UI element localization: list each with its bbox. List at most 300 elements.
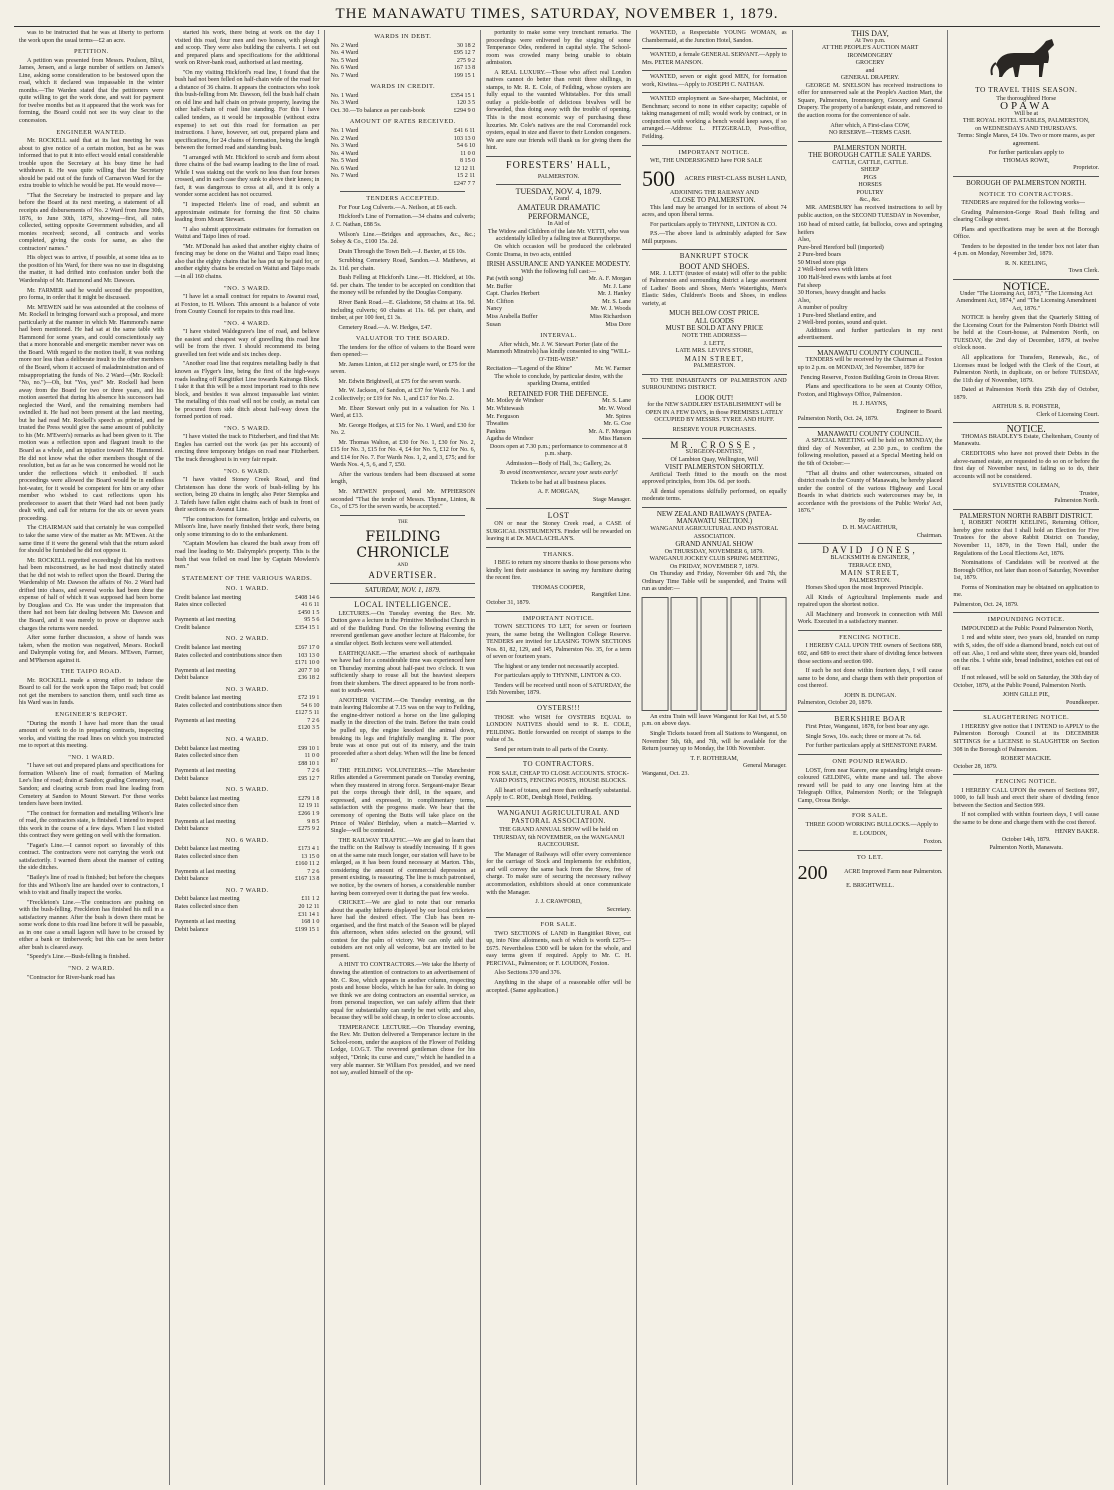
- baker-place: Palmerston North, Manawatu.: [989, 844, 1063, 851]
- timetable-col: [701, 597, 728, 711]
- paper-name: FEILDING CHRONICLE: [356, 529, 450, 562]
- town-sections-text: TOWN SECTIONS TO LET, for seven or fourteen years, the same being the Wellington College Reserve. TENDERS are invited for LEASING TOWN SECTIONS Nos. 81, 82, 129, and 145, Palmerston No. 35, for a term of seven or fourteen years.: [486, 624, 631, 661]
- ward-row: [175, 854, 320, 862]
- table-row: [330, 151, 475, 159]
- article-paragraph: Mr. Thomas Walton, at £30 for No. 1, £30 for No. 2, £15 for No. 3, £15 for No. 4, £4 for No. 5, £12 for No. 6, and £14 for No. 7. For Wards Nos. 1, 2, and 3, £75; and for Wards Nos. 4, 5, 6, and 7, £50.: [330, 439, 476, 469]
- and-text: and: [865, 67, 875, 74]
- cast-row: [486, 291, 631, 299]
- ward-row-amount: 9 8 5: [307, 818, 320, 825]
- row-label: No. 1 Ward: [330, 92, 359, 99]
- divider: [953, 612, 1099, 613]
- divider: [953, 774, 1099, 775]
- ward-row: [175, 610, 320, 618]
- section-heading: "NO. 4 WARD.: [224, 319, 271, 327]
- bankrupt-heading: BANKRUPT STOCK: [679, 252, 749, 261]
- keeling-name: R. N. KEELING,: [1004, 260, 1048, 267]
- table-row: [330, 158, 475, 166]
- mcc-plans: Plans and specifications to be seen at County Office, Foxton, and Highways Office, Palmerston.: [797, 384, 943, 398]
- ward-row-label: Debit balance: [174, 826, 209, 833]
- main-street: MAIN STREET,: [840, 569, 900, 578]
- in-aid-label: In Aid of: [547, 221, 570, 228]
- contractors-text: FOR SALE, CHEAP TO CLOSE ACCOUNTS. STOCK-YARD POSTS, FENCING POSTS, HOUSE BLOCKS.: [488, 770, 629, 785]
- fencing-text: I HEREBY CALL UPON THE owners of Sections 688, 692, and 689 to erect their share of dividing fence between those sections and section 690.: [797, 643, 943, 665]
- article-paragraph: "I have visited Waldegrave's line of road, and believe the easiest and cheapest way of gravelling this road line will be from the river. I should recommend its being gravelled ten feet wide and six inches deep.: [174, 329, 320, 358]
- impounding-heading: IMPOUNDING NOTICE.: [987, 616, 1065, 624]
- at-two: At Two p.m.: [854, 37, 886, 44]
- ward-row: [175, 869, 320, 877]
- cast-role: Susan: [486, 321, 501, 328]
- cast-role: Agatha de Windsor: [486, 436, 534, 443]
- resolution: "That all drains and other watercourses, situated on district roads in the County of Manawatu, be hereby placed under the control of the various Highway and Local Boards in what districts such watercourses may be, in accordance with the provisions of the Public Works' Act, 1876.": [797, 470, 943, 515]
- article-paragraph: THE FEILDING VOLUNTEERS.—The Manchester Rifles attended a Government parade on Tuesday evening, when they mustered in strong force. Sergeant-major Bezar put the corps through their drill, in the square, and expressed, and expressed, in complimentary terms, satisfaction with the progress made. We hear that the ceremony of opening the Butts will take place on the Prince of Wales' Birthday, when a match—Married v. Single—will be contested.: [330, 767, 476, 835]
- fencing-heading: FENCING NOTICE.: [839, 633, 901, 641]
- forster-name: ARTHUR S. R. FORSTER,: [992, 404, 1061, 411]
- wards-in-credit-table: [330, 93, 475, 108]
- divider: [798, 543, 943, 544]
- row-value: 15 2 11: [457, 173, 476, 180]
- row-value: 199 15 1: [453, 72, 476, 79]
- oysters-heading: OYSTERS!!!: [537, 704, 581, 713]
- haynes-name: H. J. HAYNS,: [852, 401, 888, 408]
- article-paragraph: started his work, there being at work on the day I visited this road, four men and two horses, with plough and scoop. They were also building the culverts. I set out and prepared plans and specifications for the additional work on River-bank road, authorised at last meeting.: [174, 30, 320, 67]
- divider: [953, 710, 1099, 711]
- further-text: For further particulars apply to: [988, 150, 1064, 157]
- article-paragraph: A HINT TO CONTRACTORS.—We take the liberty of drawing the attention of contractors to an advertisement of Mr. C. Roe, which appears in another column, respecting posts and house blocks, which he has for sale. In doing so we think we are doing contractors an essential service, as from personal inspection, we can safely affirm that their equal for substantiality can rarely be met with; and also, because they will be sold cheap, in order to close accounts.: [330, 962, 476, 1022]
- lost-heading: LOST: [547, 510, 570, 520]
- divider: [798, 808, 943, 809]
- tenders-text: [330, 205, 475, 512]
- article-paragraph: CRICKET.—We are glad to note that our remarks about the apathy hitherto displayed by our local cricketers have had the desired effect. The Club has been re-organised, and the first match of the Season will be played this afternoon, when sides selected on the ground, will contest for the palm of victory. We can only add that outsiders are not only all welcome, but are invited to be present.: [330, 900, 476, 959]
- ward-row-amount: £266 1 9: [298, 810, 320, 817]
- row-value: 8 15 0: [459, 158, 476, 165]
- all-goods: ALL GOODS: [694, 316, 734, 325]
- mackie-name: ROBERT MACKIE.: [1000, 756, 1052, 763]
- ward-row: [175, 819, 320, 827]
- wag-heading: WANGANUI AGRICULTURAL AND PASTORAL ASSOCIATION.: [650, 525, 779, 540]
- divider: [953, 176, 1099, 177]
- timetable-col: [760, 597, 787, 711]
- rotheram-date: Wanganui, Oct. 23.: [641, 770, 689, 777]
- ward-heading: NO. 4 WARD.: [225, 736, 269, 744]
- cast-actor: Mr. S. Lane: [602, 298, 631, 305]
- cast-row: [486, 322, 631, 330]
- hall-place: PALMERSTON.: [537, 173, 580, 180]
- mcc-work: Fencing Reserve, Foxton Building Groin in Oroua River.: [800, 374, 940, 381]
- david-jones: DAVID JONES,: [822, 545, 918, 556]
- hall-date: TUESDAY, NOV. 4, 1879.: [515, 187, 602, 197]
- article-paragraph: Mr. George Hodges, at £15 for No. 1 Ward, and £30 for No. 2.: [330, 422, 476, 437]
- local-intelligence-text: [330, 611, 475, 1078]
- article-paragraph: The tenders for the office of valuers to the Board were then opened:—: [330, 344, 476, 359]
- cast-role: Miss Arabella Buffer: [486, 313, 538, 320]
- row-label: No. 3 Ward: [330, 100, 359, 107]
- cast-role: Mr. Whitewash: [486, 405, 524, 412]
- important-notice-heading: IMPORTANT NOTICE.: [522, 614, 595, 622]
- ward-row: [175, 919, 320, 927]
- fencing-text: If not complied with within fourteen days, I will cause the same to be done and charge them with the cost thereof.: [953, 812, 1099, 826]
- tickets-text: Tickets to be had at all business places.: [510, 479, 607, 486]
- ward-row-amount: 54 6 10: [301, 702, 320, 709]
- fencing-text: If such be not done within fourteen days, I will cause same to be done, and charge them with their proportion of cost thereof.: [797, 668, 943, 690]
- ward-row-label: Payments at last meeting: [174, 868, 236, 875]
- terrace-end: TERRACE END,: [848, 562, 892, 569]
- ward-row-amount: £279 1 8: [298, 795, 320, 802]
- row-label: No. 4 Ward: [330, 50, 359, 57]
- column-3: [325, 30, 481, 1485]
- wards-in-debt-heading: WARDS IN DEBT.: [374, 33, 432, 40]
- ward-row: [175, 912, 320, 920]
- ward-heading: NO. 2 WARD.: [225, 635, 269, 643]
- recitation-row: Recitation—"Legend of the Rhine" Mr. W. Farmer: [486, 366, 631, 373]
- ward-row-label: Credit balance last meeting: [174, 594, 242, 601]
- land-text: For particulars apply to THYNNE, LINTON & CO.: [649, 221, 777, 228]
- article-paragraph: "Fagan's Line.—I cannot report so favorably of this contract. The contractors were not carrying the work out satisfactorily. I warned them about the manner of cutting the side ditches.: [19, 842, 164, 872]
- saddlery-text: for the NEW SADDLERY ESTABLISHMENT will be OPEN IN A FEW DAYS, in those PREMISES LATELY OCCUPIED BY MESSRS. TYREE AND HUFF.: [645, 402, 784, 424]
- table-row: [330, 136, 475, 144]
- bradley-text: THOMAS BRADLEY'S Estate, Cheltenham, County of Manawatu.: [953, 433, 1099, 448]
- ward-row-amount: £450 1 5: [298, 609, 320, 616]
- land-text: This land may be arranged for in sections of about 74 acres, and upon liberal terms.: [641, 204, 787, 219]
- ward-heading: NO. 6 WARD.: [225, 836, 269, 844]
- cast-role: Nancy: [486, 306, 503, 313]
- inhabitants-text: TO THE INHABITANTS OF PALMERSTON AND SURROUNDING DISTRICT.: [641, 377, 787, 392]
- article-paragraph: "I have visited Stoney Creek Road, and find Christenson has done the work of bush-felling by his section, being 20 chains in length; also Peter Stempka and J. Tafeth have fallen eight chains each of bush in front of their sections on Awanui Line.: [174, 477, 320, 514]
- levins-store: LATE MRS. LEVIN'S STORE,: [675, 348, 753, 355]
- applications-text: All applications for Transfers, Renewals, &c., of Licenses must be lodged with the Clerk of the Court, at Palmerston North, in duplicate, on or before TUESDAY, the 11th day of November, 1879.: [953, 354, 1099, 384]
- ward-row-label: Debit balance: [174, 926, 209, 933]
- table-row: [330, 50, 475, 58]
- divider: [486, 757, 631, 758]
- gshow-heading: GRAND ANNUAL SHOW: [675, 540, 754, 549]
- ward-row-label: Rates collected and contributions since then: [174, 652, 282, 659]
- ward-row: [175, 846, 320, 854]
- divider: [340, 515, 465, 516]
- ward-row-amount: £171 10 0: [295, 660, 320, 667]
- local-intelligence-heading: LOCAL INTELLIGENCE.: [354, 600, 452, 610]
- article-paragraph: Mr. FARMER said he would second the proposition, pro forma, in order that it might be discussed.: [19, 287, 164, 302]
- article-paragraph: River Bank Road.—E. Gladstone, 58 chains at 16s. 9d. including culverts; 60 chains at 11s. 6d. per chain, and timber, at per 100 feet, £1 3s.: [330, 299, 476, 322]
- ward-row: [175, 761, 320, 769]
- ward-heading: NO. 5 WARD.: [225, 786, 269, 794]
- article-paragraph: Scrubbing Cemetery Road, Sandon.—J. Matthews, at 2s. 11d. per chain.: [330, 258, 476, 272]
- article-paragraph: A REAL LUXURY.—Those who affect real London natives cannot do better than remit three shillings, in stamps, to Mr. R. E. Cole, of Feilding, whose oysters are fully equal to the vaunted Whitstables. For this small outlay a pickle-bottle of delicious bivalves will be forwarded, thus doing away with the trouble of opening. This is the most economic way of purchasing these luxuries. Mr. Cole's natives are the real Coromandel rock oysters, equal in size and flavor to their London congeners. We are sure our friends will thank us for giving them the hint.: [486, 69, 631, 152]
- divider: [798, 141, 943, 142]
- ward-row-amount: 13 15 0: [301, 853, 320, 860]
- amesbury-item: 2 Pure-bred boars: [797, 252, 841, 259]
- article-paragraph: Hickford's Line of Formation.—34 chains and culverts; J. C. Nathan, £88 5s.: [330, 214, 476, 229]
- town-sections-text: For particulars apply to THYNNE, LINTON & CO.: [494, 673, 622, 680]
- adjoining-text: ADJOINING THE RAILWAY AND: [669, 189, 759, 196]
- cast-actor: Mr. A. F. Morgan: [588, 428, 631, 435]
- column-6: [793, 30, 949, 1485]
- by-order: By order.: [858, 517, 882, 524]
- oysters-text: THOSE who WISH for OYSTERS EQUAL to LONDON NATIVES should send to R. E. COLE, FEILDING. Bottle forwarded on receipt of stamps to the value of 3s.: [486, 714, 631, 744]
- ward-row-amount: £120 3 5: [298, 725, 320, 732]
- no-reserve: NO RESERVE—TERMS CASH.: [828, 130, 912, 137]
- row-value: 54 6 10: [456, 143, 476, 150]
- ward-row: [175, 718, 320, 726]
- ward-row-label: Payments at last meeting: [174, 717, 236, 724]
- cast-actor: Mr. J. Hanley: [597, 291, 631, 298]
- manager-title: Stage Manager.: [593, 496, 631, 503]
- ward-row: [175, 645, 320, 653]
- ward-row-amount: £173 4 1: [298, 846, 320, 853]
- divider: [486, 806, 631, 807]
- stock-item: HORSES: [858, 182, 882, 189]
- cast-actor: Miss Dore: [605, 321, 631, 328]
- divider: [642, 374, 787, 375]
- pie-name: JOHN GILLE PIE,: [1002, 692, 1050, 699]
- article-paragraph: THE RAILWAY TRAFFIC.—We are glad to learn that the traffic on the Railway is steadily increasing. If it goes on at the same rate much longer, our station will have to be enlarged, as it has been found necessary at Marton. This, considering the amount of commercial depression at present existing, is reassuring. The line is much patronised, we notice, by the owners of horses, a considerable number having been conveyed over it during the past few weeks.: [330, 837, 476, 897]
- amesbury-text: MR. AMESBURY has received instructions to sell by public auction, on the SECOND TUESDAY in November,: [797, 205, 943, 219]
- trustee-title: Trustee,: [1079, 490, 1099, 497]
- ward-row: [175, 675, 320, 683]
- ward-row-amount: £199 15 1: [295, 926, 320, 933]
- impounded-text: IMPOUNDED at the Public Pound Palmerston North,: [961, 625, 1094, 632]
- look-out: LOOK OUT!: [695, 393, 734, 402]
- ward-row: [175, 803, 320, 811]
- performance-title: AMATEUR DRAMATIC PERFORMANCE,: [517, 203, 600, 222]
- ward-row-amount: 207 7 10: [298, 667, 320, 674]
- cast-actor: Mr. G. Coe: [603, 421, 631, 428]
- article-paragraph: Mr. W. Jackson, of Sandon, at £37 for Wards No. 1 and 2 collectively; or £19 for No. 1, and £17 for No. 2.: [330, 388, 476, 402]
- divider: [340, 191, 465, 192]
- ward-row: [175, 796, 320, 804]
- dental-text: All dental operations skilfully performed, on equally moderate terms.: [641, 488, 787, 503]
- ward-row-amount: £160 11 2: [295, 861, 320, 868]
- row-value: 120 3 5: [456, 100, 476, 107]
- divider: [642, 145, 787, 146]
- column-1: [14, 30, 170, 1485]
- ward-row: [175, 695, 320, 703]
- rabbit-heading: PALMERSTON NORTH RABBIT DISTRICT.: [959, 511, 1093, 520]
- ward-row-label: Rates collected since then: [174, 803, 238, 810]
- column-7: [948, 30, 1104, 1485]
- contractors-heading: TO CONTRACTORS.: [522, 760, 595, 769]
- contractors-text: All heart of totara, and more than ordinarily substantial. Apply to C. ROE, Denbigh Hotel, Feilding.: [486, 787, 631, 802]
- section-heading: "NO. 5 WARD.: [224, 424, 271, 432]
- article-paragraph: Mr. Ebzer Stewart only put in a valuation for No. 1 Ward, at £13.: [330, 405, 476, 420]
- mcc2-heading: MANAWATU COUNTY COUNCIL.: [817, 429, 923, 438]
- cast-role: Mr. Clifton: [486, 298, 514, 305]
- amesbury-item: Fat sheep: [797, 282, 821, 289]
- cast-list: [486, 276, 631, 329]
- amesbury-item: 160 head of mixed cattle, fat bullocks, cows and springing heifers: [797, 222, 943, 236]
- cast-role: Pankins: [486, 428, 506, 435]
- divider: [486, 547, 631, 548]
- deposit-text: Tenders to be deposited in the tender box not later than 4 p.m. on Monday, November 3rd, 1879.: [953, 243, 1099, 258]
- divider: [486, 611, 631, 612]
- nzr-heading: NEW ZEALAND RAILWAYS (PATEA-MANAWATU SECTION.): [656, 509, 772, 526]
- tenders-heading: TENDERS ACCEPTED.: [366, 195, 440, 203]
- additions-text: Additions and further particulars in my next advertisement.: [797, 327, 943, 342]
- for-sale-heading: FOR SALE.: [851, 812, 889, 820]
- lost-text: ON or near the Stoney Creek road, a CASE of SURGICAL INSTRUMENTS. Finder will be rewarded on leaving it at Dr. MACLACHLAN'S.: [486, 521, 631, 543]
- article-paragraph: "I have set out and prepared plans and specifications for formation Wilson's line of road; formation of Marling Lee's line of road; drain at Sandon; grading Cemetery road, Sandon; and clearing scrub from road line leading from Cemetery at Sandon to Mount Stewart. For these works tenders have been invited.: [19, 763, 164, 808]
- cast-role: Mr. Ferguson: [486, 413, 519, 420]
- article-paragraph: portunity to make some very trenchant remarks. The proceedings were enlivened by the singing of some Temperance Odes, rendered in capital style. The School-room was crowded many being unable to obtain admission.: [486, 30, 631, 67]
- article-paragraph: For Four Log Culverts.—A. Neilson, at £6 each.: [338, 204, 457, 211]
- ward-row-amount: £99 10 1: [298, 745, 320, 752]
- horses-shod: Horses Shod upon the most Improved Principle.: [805, 585, 923, 592]
- amesbury-item: 1 Pure-bred Shetland entire, and: [797, 312, 877, 319]
- ward-row-label: Payments at last meeting: [174, 768, 236, 775]
- poundkeeper-title: Poundkeeper.: [1065, 699, 1099, 706]
- article-paragraph: Drain Through the Town Belt.—J. Baxter, at £6 10s.: [338, 248, 467, 255]
- palmerston: PALMERSTON.: [693, 363, 736, 370]
- special-meeting: A SPECIAL MEETING will be held on MONDAY, the third day of November, at 2.30 p.m., to confirm the following resolution, passed at a Special Meeting held on the 6th of October:—: [797, 438, 943, 467]
- ward-row-label: Debit balance: [174, 775, 209, 782]
- article-paragraph: Cemetery Road.—A. W. Hedges, £47.: [338, 324, 432, 331]
- ward-row: [175, 653, 320, 661]
- divider: [486, 156, 631, 157]
- dated2-text: Palmerston, Oct. 24, 1879.: [953, 601, 1019, 608]
- ward-row: [175, 602, 320, 610]
- days-text: on WEDNESDAYS AND THURSDAYS.: [975, 125, 1078, 132]
- grocery: GROCERY: [855, 60, 885, 67]
- palmerston: PALMERSTON.: [849, 577, 891, 584]
- wanted-ad: WANTED, seven or eight good MEN, for formation work, Kiwitea.—Apply to JOSEPH C. NATHAN.: [641, 74, 787, 88]
- plans-text: Plans and specifications may be seen at the Borough Office.: [953, 226, 1099, 241]
- ward-row: [175, 617, 320, 625]
- cast-row: [486, 314, 631, 322]
- amesbury-item: 100 Half-bred ewes with lambs at foot: [797, 274, 892, 281]
- whole-text: The whole to conclude, by particular desire, with the sparkling Drama, entitled: [494, 373, 623, 388]
- wanted-ad: WANTED, a female GENERAL SERVANT.—Apply to Mrs. PETER MANSON.: [641, 52, 787, 66]
- fencing-text: I HEREBY CALL UPON the owners of Sections 997, 1000, to fall bush and erect their share of dividing fence between the Section and Section 999.: [953, 787, 1099, 809]
- divider: [330, 597, 475, 598]
- crosse-name: MR. CROSSE,: [670, 439, 759, 450]
- ward-row-amount: £167 13 8: [295, 876, 320, 883]
- land-text: P.S.—The above land is admirably adapted for Saw Mill purposes.: [641, 231, 787, 245]
- ward-row-label: Credit balance last meeting: [174, 645, 242, 652]
- ward-row-amount: £408 14 6: [295, 594, 320, 601]
- article-paragraph: was to be instructed that he was at liberty to perform the work upon the usual terms—£2 an acre.: [19, 30, 164, 44]
- columns: [14, 30, 1104, 1485]
- divider: [486, 701, 631, 702]
- ward-row-amount: 168 1 0: [301, 919, 320, 926]
- will-be: Will be at: [1014, 110, 1039, 117]
- fencing-heading: FENCING NOTICE.: [995, 778, 1058, 786]
- cast-row: [486, 306, 631, 314]
- ward-row: [175, 668, 320, 676]
- cast-row: [486, 421, 631, 429]
- widow-text: The Widow and Children of the late Mr. VETTI, who was accidentally killed by a falling tree at Bunnythorpe.: [487, 228, 630, 243]
- divider: [798, 346, 943, 347]
- table-row: [330, 173, 475, 181]
- horse-illustration: [986, 33, 1066, 83]
- section-heading: ENGINEER WANTED.: [56, 128, 127, 136]
- article-paragraph: "During the month I have had more than the usual amount of work to do in preparing contracts, inspecting works, and visiting the road lines on which you instructed me to report at this meeting.: [19, 720, 164, 750]
- row-value: £41 6 11: [454, 128, 476, 135]
- stock-item: CATTLE, CATTLE, CATTLE.: [832, 159, 908, 166]
- reward-heading: ONE POUND REWARD.: [832, 758, 908, 766]
- timetable-col: [731, 597, 758, 711]
- baker-date: October 14th, 1879.: [1001, 837, 1051, 844]
- row-label: No. 3 Ward: [330, 143, 359, 150]
- divider: [486, 917, 631, 918]
- article-paragraph: "I also submit approximate estimates for formation on Waitui and Taipo lines of road.: [174, 226, 320, 241]
- admission-text: Admission—Body of Hall, 3s.; Gallery, 2s.: [505, 460, 612, 467]
- article-paragraph: "Freckleton's Line.—The contractors are pushing on with the bush-felling. Freckleton has finished his mill in a satisfactory manner. After the bush is down there must be some work done to this road line before it will be passable, as in one case a small lagoon will have to be crossed by either a bank or timberwork; but this can be seen better after bush is cleared away.: [19, 899, 164, 951]
- jockey-date: On FRIDAY, NOVEMBER 7, 1879.: [669, 563, 759, 570]
- dated-text: Dated at Palmerston North this 25th day of October, 1879.: [953, 387, 1099, 401]
- amesbury-item: Also,: [797, 297, 811, 304]
- article-paragraph: Mr. M'EWEN proposed, and Mr. M'PHERSON seconded "That the tender of Messrs. Thynne, Linton, & Co., of £75 for the seven wards, be accepted.": [330, 488, 476, 511]
- cast-actor: Mr. S. Lane: [602, 398, 631, 405]
- reward-text: LOST, from near Karere, one upstanding bright cream-coloured GELDING, white mane and tail. The above reward will be paid to any one leaving him at the Telegraph Office, Palmerston North; or the Telegraph Camp, Oroua Bridge.: [797, 767, 943, 804]
- teeth-text: Artificial Teeth fitted to the mouth on the most approved principles, from 10s. 6d. per tooth.: [641, 471, 787, 486]
- ward-row: [175, 660, 320, 668]
- section-heading: "NO. 1 WARD.: [68, 753, 115, 761]
- ward-row-amount: 7 2 6: [307, 868, 320, 875]
- ward-row-amount: £127 5 11: [295, 710, 320, 717]
- cast-actor: Mr. Spires: [605, 413, 631, 420]
- this-day: THIS DAY,: [851, 30, 889, 38]
- manager-name: A. F. MORGAN,: [537, 489, 580, 496]
- wanted-ad: WANTED, a Respectable YOUNG WOMAN, as Chambermaid, at the Junction Hotel, Sandon.: [641, 30, 787, 44]
- acre-text: ACRE Improved Farm near Palmerston.: [844, 869, 943, 876]
- divider: [642, 249, 787, 250]
- cooper-name: THOMAS COOPER,: [532, 584, 585, 591]
- ward-row-amount: 7 2 6: [307, 768, 320, 775]
- ward-row: [175, 703, 320, 711]
- train-timetable: [642, 597, 787, 711]
- divider: [798, 630, 943, 631]
- wanted-ad: WANTED employment as Saw-sharper, Machinist, or Benchman; second to none in either capacity; capable of taking management of mill; would work by contract, or in conjunction with working a bench would keep saws, if so arranged.—Address: L. FITZGERALD, Post-office, Feilding.: [641, 96, 787, 141]
- wards-in-credit-heading: WARDS IN CREDIT.: [370, 83, 436, 91]
- ward-row-amount: £88 10 1: [298, 760, 320, 767]
- ward-row-amount: 12 19 11: [298, 803, 320, 810]
- berkshire-heading: BERKSHIRE BOAR: [834, 713, 906, 723]
- timetable-col: [671, 597, 698, 711]
- coleman-name: SYLVESTER COLEMAN,: [992, 483, 1060, 490]
- cast-row: [486, 429, 631, 437]
- terms-text: Terms: Single Mares, £4 10s. Two or more mares, as per agreement.: [957, 133, 1096, 147]
- ward-row-amount: £31 14 1: [298, 911, 320, 918]
- rotheram-title: General Manager.: [743, 763, 787, 770]
- wanganui-heading: WANGANUI AGRICULTURAL AND PASTORAL ASSOCIATION.: [497, 809, 620, 825]
- table-row: [330, 93, 475, 101]
- ward-row: [175, 876, 320, 884]
- crawford-title: Secretary.: [606, 906, 631, 913]
- paper-advertiser: ADVERTISER.: [368, 569, 438, 580]
- creditors-text: CREDITORS who have not proved their Debts in the above-named estate, are requested to do so on or before the first day of November next, in failing so to do, their accounts will not be considered.: [953, 450, 1099, 480]
- ward-row-label: Rates collected since then: [174, 753, 238, 760]
- stock-list: [798, 160, 943, 205]
- cast-actor: Mr. A. F. Morgan: [588, 276, 631, 283]
- wanted-ads: [642, 30, 787, 146]
- stewart-text: After which, Mr. J. W. Stewart Porter (late of the Mammoth Minstrels) has kindly consented to sing "WILL-O'-THE-WISP.": [486, 341, 631, 363]
- chairman-title: Chairman.: [916, 532, 943, 539]
- column-4: [481, 30, 637, 1485]
- ward-row: [175, 710, 320, 718]
- show-text: THE GRAND ANNUAL SHOW will be held on THURSDAY, 6th NOVEMBER, on the WANGANUI RACECOURSE.: [492, 827, 625, 849]
- implements: All Kinds of Agricultural Implements made and repaired upon the shortest notice.: [797, 594, 943, 609]
- berkshire-text: For further particulars apply at SHENSTONE FARM.: [805, 743, 938, 750]
- amesbury-item: 2 Well-bred sows with litters: [797, 267, 868, 274]
- lett-text: MR. J. LETT (trustee of estate) will offer to the public of Palmerston and surrounding district a large assortment of Ladies' Boots and Shoes, Men's Watertights, Men's Elastic Sides, Children's Boots and Shoes, in endless variety, at: [641, 270, 787, 307]
- row-label: No. 5 Ward: [330, 57, 359, 64]
- single-tickets-text: Single Tickets issued from all Stations to Wanganui, on November 5th, 6th, and 7th, will be available for the Return journey up to Monday, the 10th November.: [641, 731, 787, 753]
- table-row: [330, 166, 475, 174]
- amesbury-item: 30 Horses, heavy draught and hacks: [797, 290, 886, 297]
- cast-row: [486, 436, 631, 444]
- cast-row: [486, 414, 631, 422]
- ward-row-label: Rates collected since then: [174, 853, 238, 860]
- ward-row-label: Payments at last meeting: [174, 617, 236, 624]
- row-value: £354 15 1: [450, 92, 476, 99]
